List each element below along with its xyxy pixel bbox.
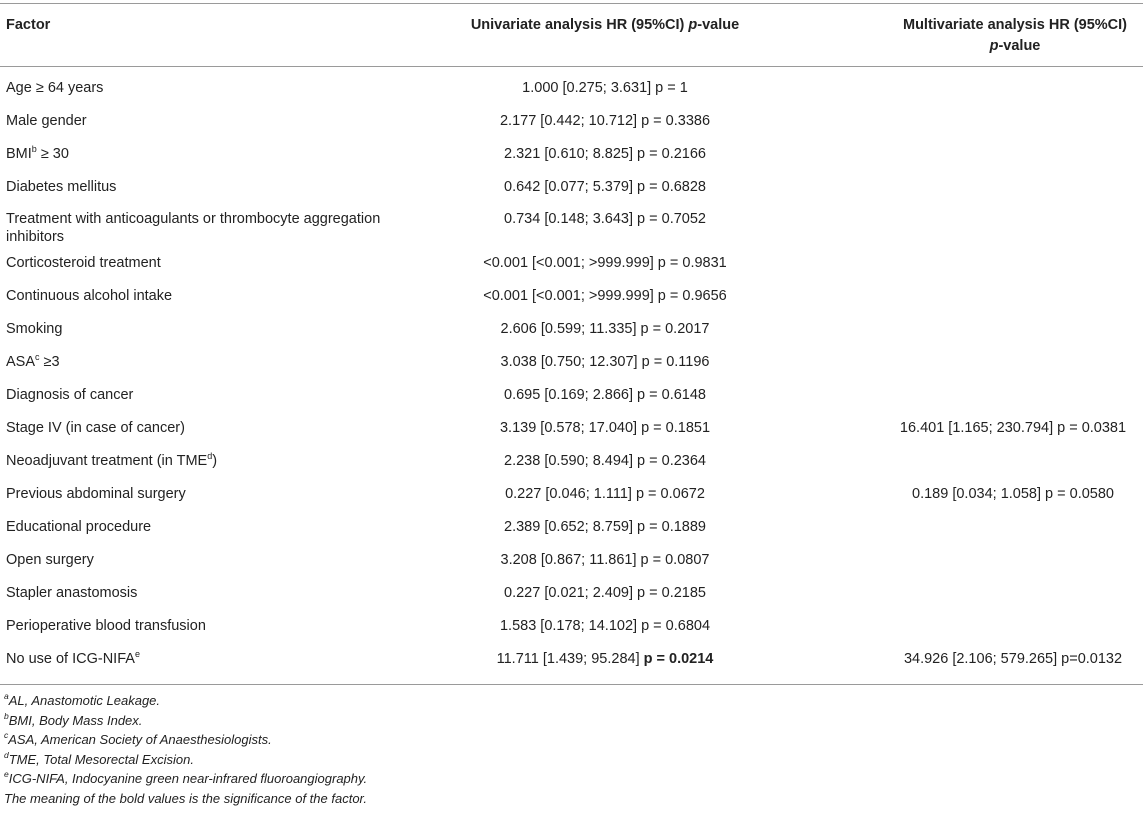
factor-cell (6, 386, 406, 404)
header-multivariate-suffix: -value (998, 38, 1041, 54)
univariate-cell (430, 617, 780, 635)
univariate-cell (430, 518, 780, 536)
footnote-line (4, 711, 367, 731)
factor-label: ASA (6, 354, 36, 370)
univariate-value: <0.001 [<0.001; >999.999] p = 0.9831 (483, 255, 727, 271)
univariate-cell (430, 79, 780, 97)
factor-label: Diagnosis of cancer (6, 387, 134, 403)
factor-label-suffix: ≥ 30 (36, 146, 69, 162)
factor-cell (6, 419, 406, 437)
factor-cell (6, 650, 406, 668)
factor-cell (6, 178, 406, 196)
univariate-value: <0.001 [<0.001; >999.999] p = 0.9656 (483, 288, 727, 304)
factor-label: Corticosteroid treatment (6, 255, 161, 271)
factor-label: Previous abdominal surgery (6, 486, 186, 502)
footnote-mark: b (31, 144, 37, 154)
univariate-cell (430, 178, 780, 196)
header-univariate-p: p (688, 17, 698, 33)
univariate-value: 0.227 [0.021; 2.409] p = 0.2185 (504, 585, 706, 601)
factor-label: Open surgery (6, 552, 94, 568)
factor-label: Continuous alcohol intake (6, 288, 173, 304)
footnote-mark: c (4, 730, 9, 740)
table-body (0, 66, 1146, 670)
header-multivariate-text: Multivariate analysis HR (95%CI) (902, 17, 1128, 33)
factor-label: Diabetes mellitus (6, 179, 117, 195)
footnote-mark: e (4, 769, 9, 779)
table-row (0, 307, 1146, 340)
footnote-line (4, 750, 367, 770)
multivariate-cell: 0.189 [0.034; 1.058] p = 0.0580 (912, 486, 1114, 502)
univariate-cell (430, 210, 780, 228)
footnote-text: ASA, American Society of Anaesthesiologists. (8, 732, 272, 747)
table-row (0, 66, 1146, 99)
footnote-text: ICG-NIFA, Indocyanine green near-infrared fluoroangiography. (8, 771, 368, 786)
factor-label: No use of ICG-NIFA (6, 651, 135, 667)
table-row (0, 637, 1146, 670)
factor-label: Age ≥ 64 years (6, 80, 104, 96)
factor-cell (6, 254, 406, 272)
univariate-value: 0.642 [0.077; 5.379] p = 0.6828 (504, 179, 706, 195)
table-row (0, 373, 1146, 406)
header-multivariate-p: p (989, 38, 999, 54)
footnote-mark: b (4, 710, 9, 721)
significant-p-value: p = 0.0214 (643, 651, 714, 667)
univariate-value: 0.734 [0.148; 3.643] p = 0.7052 (504, 211, 706, 227)
footnote-mark: c (35, 352, 40, 362)
univariate-value: 3.139 [0.578; 17.040] p = 0.1851 (499, 420, 711, 436)
univariate-cell (430, 452, 780, 470)
univariate-value: 3.208 [0.867; 11.861] p = 0.0807 (500, 552, 710, 568)
footnote-text: AL, Anastomotic Leakage. (8, 693, 161, 708)
factor-cell (6, 353, 406, 371)
table-row (0, 439, 1146, 472)
table-row (0, 99, 1146, 132)
factor-label: Treatment with anticoagulants or thrombocyte aggregation inhibitors (6, 211, 381, 245)
table-row (0, 274, 1146, 307)
univariate-value: 1.583 [0.178; 14.102] p = 0.6804 (499, 618, 711, 634)
table-row (0, 538, 1146, 571)
factor-label-suffix: ≥3 (39, 354, 60, 370)
multivariate-cell: 16.401 [1.165; 230.794] p = 0.0381 (899, 420, 1127, 436)
univariate-value: 0.695 [0.169; 2.866] p = 0.6148 (504, 387, 706, 403)
univariate-value: 2.177 [0.442; 10.712] p = 0.3386 (499, 113, 711, 129)
header-multivariate (880, 15, 1146, 57)
table-bottom-rule (0, 684, 1143, 685)
factor-label-suffix: ) (212, 453, 218, 469)
factor-label: Neoadjuvant treatment (in TME (6, 453, 208, 469)
factor-cell (6, 551, 406, 569)
header-univariate-suffix: -value (697, 17, 740, 33)
factor-label: Male gender (6, 113, 87, 129)
factor-cell (6, 518, 406, 536)
table-row (0, 505, 1146, 538)
multivariate-cell: 34.926 [2.106; 579.265] p=0.0132 (903, 651, 1123, 667)
table-top-rule (0, 3, 1143, 4)
univariate-cell (430, 584, 780, 602)
univariate-cell (430, 353, 780, 371)
footnote-line (4, 789, 367, 809)
table-row (0, 198, 1146, 245)
footnote-mark: d (207, 451, 213, 461)
factor-label: Stapler anastomosis (6, 585, 138, 601)
factor-cell (6, 79, 406, 97)
univariate-cell (430, 320, 780, 338)
factor-cell (6, 320, 406, 338)
header-univariate (430, 15, 780, 36)
footnote-text: The meaning of the bold values is the significance of the factor. (4, 790, 368, 806)
factor-cell (6, 287, 406, 305)
univariate-cell (430, 551, 780, 569)
factor-cell (6, 584, 406, 602)
header-factor: Factor (6, 17, 51, 33)
factor-cell (6, 452, 406, 470)
univariate-value: 1.000 [0.275; 3.631] p = 1 (522, 80, 688, 96)
table-row (0, 132, 1146, 165)
factor-cell (6, 112, 406, 130)
factor-label: Educational procedure (6, 519, 152, 535)
footnote-mark: d (4, 749, 9, 760)
footnote-text: BMI, Body Mass Index. (8, 712, 143, 728)
factor-label: Smoking (6, 321, 63, 337)
table-row (0, 472, 1146, 505)
table-row (0, 571, 1146, 604)
footnote-line (4, 691, 367, 711)
table-row (0, 406, 1146, 439)
univariate-value: 11.711 [1.439; 95.284] (496, 651, 644, 667)
univariate-cell (430, 650, 780, 668)
footnote-line (4, 730, 367, 750)
univariate-value: 3.038 [0.750; 12.307] p = 0.1196 (500, 354, 710, 370)
table-row (0, 241, 1146, 274)
univariate-cell (430, 287, 780, 305)
factor-label: Perioperative blood transfusion (6, 618, 206, 634)
factor-label: Stage IV (in case of cancer) (6, 420, 185, 436)
factor-cell (6, 145, 406, 163)
footnotes (4, 691, 367, 808)
univariate-value: 2.606 [0.599; 11.335] p = 0.2017 (500, 321, 710, 337)
univariate-value: 2.389 [0.652; 8.759] p = 0.1889 (504, 519, 706, 535)
univariate-value: 2.321 [0.610; 8.825] p = 0.2166 (504, 146, 706, 162)
table-row (0, 604, 1146, 637)
factor-cell (6, 617, 406, 635)
univariate-cell (430, 386, 780, 404)
univariate-value: 2.238 [0.590; 8.494] p = 0.2364 (504, 453, 706, 469)
factor-label: BMI (6, 146, 32, 162)
header-univariate-text: Univariate analysis HR (95%CI) (470, 17, 689, 33)
factor-cell (6, 485, 406, 503)
table-row (0, 340, 1146, 373)
univariate-value: 0.227 [0.046; 1.111] p = 0.0672 (505, 486, 705, 502)
footnote-mark: e (134, 649, 140, 659)
univariate-cell (430, 485, 780, 503)
table-row (0, 165, 1146, 198)
footnote-text: TME, Total Mesorectal Excision. (8, 751, 194, 767)
univariate-cell (430, 112, 780, 130)
univariate-cell (430, 419, 780, 437)
univariate-cell (430, 254, 780, 272)
univariate-cell (430, 145, 780, 163)
footnote-line (4, 769, 367, 789)
footnote-mark: a (4, 691, 9, 701)
